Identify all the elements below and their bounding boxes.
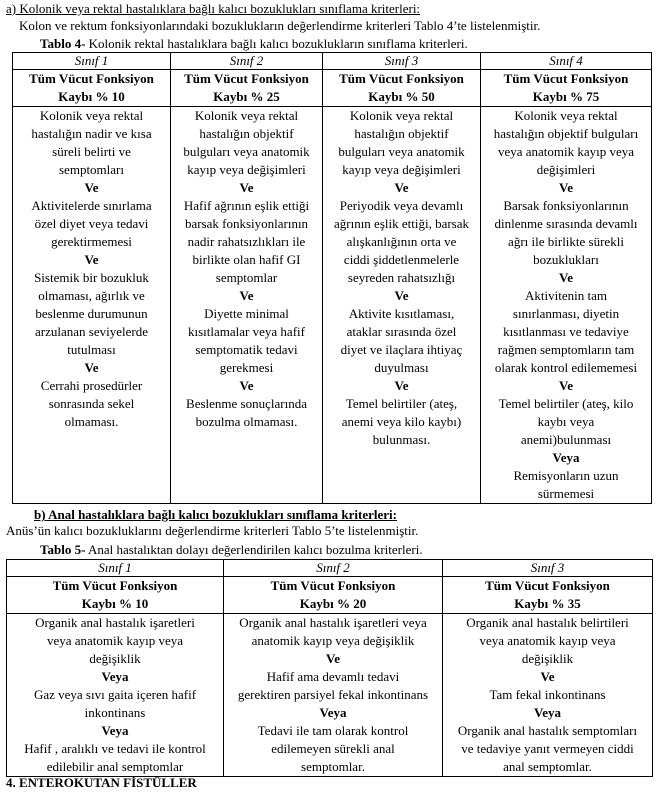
criteria-line: Gaz veya sıvı gaita içeren hafif: [33, 687, 197, 702]
criteria-line: ciddi şiddetlenmelerle: [343, 252, 460, 267]
criteria-line: Cerrahi prosedürler: [40, 378, 143, 393]
criteria-line: Organik anal hastalık semptomları: [457, 723, 638, 738]
criteria-line: kaybı veya: [537, 414, 595, 429]
criteria-line: diyet ve ilaçlara ihtiyaç: [340, 342, 463, 357]
section-a-intro: Kolon ve rektum fonksiyonlarındaki bozuklukların değerlendirme kriterleri Tablo 4’te listelenmiştir.: [19, 18, 541, 33]
criteria-line: veya anatomik kayıp veya: [479, 633, 616, 648]
conjunction-label: Ve: [239, 378, 254, 393]
criteria-line: hastalığın objektif bulguları: [493, 126, 639, 141]
table4-loss-cell: [171, 70, 323, 107]
criteria-line: değişimleri: [536, 162, 596, 177]
table4-loss-row: [13, 70, 652, 107]
criteria-line: veya anatomik kayıp veya: [46, 633, 184, 648]
loss-line: Kaybı % 50: [368, 89, 435, 104]
table5-caption-text: Anal hastalıktan dolayı değerlendirilen kalıcı bozulma kriterleri.: [85, 542, 423, 557]
criteria-line: özel diyet veya tedavi: [34, 216, 149, 231]
criteria-line: semptomlar.: [301, 759, 365, 774]
table4-class-row: [13, 53, 652, 70]
criteria-line: bulunması.: [372, 432, 431, 447]
criteria-line: Organik anal hastalık işaretleri: [35, 615, 195, 630]
criteria-line: sonrasında sekel: [48, 396, 135, 411]
criteria-line: alışkanlığının orta ve: [346, 234, 457, 249]
criteria-line: tutulması: [67, 342, 116, 357]
table4-caption-text: Kolonik rektal hastalıklara bağlı kalıcı bozuklukların sınıflama kriterleri.: [85, 36, 468, 51]
criteria-line: ağrı ile birlikte sürekli: [508, 234, 624, 249]
criteria-line: Diyette minimal: [204, 306, 289, 321]
criteria-line: kısıtlamalar veya hafif: [188, 324, 305, 339]
table4-class-cell: Sınıf 4: [481, 53, 652, 70]
table5-caption: [40, 541, 423, 559]
criteria-line: Aktivitelerde sınırlama: [31, 198, 152, 213]
conjunction-label: Veya: [534, 705, 561, 720]
table5-loss-cell: [443, 577, 653, 614]
conjunction-label: Ve: [84, 360, 99, 375]
conjunction-label: Ve: [239, 180, 254, 195]
table5-criteria-row: [7, 614, 653, 777]
section-b-intro: Anüs’ün kalıcı bozukluklarını değerlendirme kriterleri Tablo 5’te listelenmiştir.: [6, 523, 419, 538]
conjunction-label: Ve: [559, 378, 573, 393]
conjunction-label: Veya: [101, 723, 129, 738]
criteria-line: Beslenme sonuçlarında: [186, 396, 307, 411]
conjunction-label: Ve: [84, 252, 99, 267]
criteria-line: olmaması, ağırlık ve: [38, 288, 145, 303]
criteria-line: semptomlar: [215, 270, 278, 285]
criteria-line: bulguları veya anatomik: [338, 144, 465, 159]
table4: [12, 52, 652, 504]
criteria-line: Aktivitenin tam: [525, 288, 607, 303]
criteria-line: hastalığın objektif: [354, 126, 449, 141]
loss-line: Kaybı % 10: [58, 89, 125, 104]
table4-criteria-row: [13, 107, 652, 504]
criteria-line: Hafif ama devamlı tedavi: [266, 669, 400, 684]
criteria-line: anemi)bulunması: [520, 432, 612, 447]
loss-line: Kaybı % 35: [514, 596, 581, 611]
criteria-line: gerekmesi: [219, 360, 274, 375]
loss-line: Tüm Vücut Fonksiyon: [339, 71, 464, 86]
criteria-line: Organik anal hastalık işaretleri veya: [239, 615, 427, 630]
criteria-line: gerektirmemesi: [51, 234, 132, 249]
criteria-line: gerektiren parsiyel fekal inkontinans: [237, 687, 429, 702]
loss-line: Tüm Vücut Fonksiyon: [184, 71, 309, 86]
table5: [6, 559, 653, 777]
criteria-line: bozulma olmaması.: [195, 414, 298, 429]
table4-caption: [40, 35, 468, 53]
conjunction-label: Ve: [84, 180, 99, 195]
next-section-heading: 4. ENTEROKUTAN FİSTÜLLER: [6, 775, 197, 790]
conjunction-label: Veya: [101, 669, 129, 684]
criteria-line: Kolonik veya rektal: [514, 108, 618, 123]
conjunction-label: Ve: [394, 378, 409, 393]
criteria-line: süreli belirti ve: [52, 144, 131, 159]
criteria-line: nadir rahatsızlıkları ile: [187, 234, 306, 249]
criteria-line: Kolonik veya rektal: [194, 108, 299, 123]
conjunction-label: Veya: [319, 705, 347, 720]
loss-line: Tüm Vücut Fonksiyon: [270, 578, 396, 593]
table4-class-cell: Sınıf 1: [13, 53, 171, 70]
table4-criteria-cell: [323, 107, 481, 504]
criteria-line: Temel belirtiler (ateş,: [345, 396, 458, 411]
conjunction-label: Ve: [540, 669, 555, 684]
criteria-line: semptomatik tedavi: [195, 342, 298, 357]
criteria-line: sınırlanması, diyetin: [512, 306, 620, 321]
table5-criteria-cell: [7, 614, 224, 777]
criteria-line: arzulanan seviyelerde: [35, 324, 148, 339]
criteria-line: hastalığın nadir ve kısa: [31, 126, 152, 141]
criteria-line: dinlenme sırasında devamlı: [494, 216, 638, 231]
criteria-line: semptomları: [59, 162, 124, 177]
table4-criteria-cell: [481, 107, 652, 504]
table5-loss-row: [7, 577, 653, 614]
conjunction-label: Ve: [394, 180, 409, 195]
criteria-line: birlikte olan hafif GI: [192, 252, 301, 267]
criteria-line: Tam fekal inkontinans: [489, 687, 606, 702]
conjunction-label: Ve: [394, 288, 409, 303]
table4-loss-cell: [323, 70, 481, 107]
criteria-line: Sistemik bir bozukluk: [34, 270, 149, 285]
table4-class-cell: Sınıf 3: [323, 53, 481, 70]
table4-loss-cell: [13, 70, 171, 107]
table4-caption-label: Tablo 4-: [40, 36, 86, 51]
criteria-line: Hafif , aralıklı ve tedavi ile kontrol: [24, 741, 206, 756]
table5-class-cell: Sınıf 3: [443, 560, 653, 577]
criteria-line: kayıp veya değişimleri: [342, 162, 461, 177]
criteria-line: kayıp veya değişimleri: [187, 162, 306, 177]
criteria-line: kısıtlanması ve tedaviye: [503, 324, 629, 339]
table5-caption-label: Tablo 5-: [40, 542, 86, 557]
table4-class-cell: Sınıf 2: [171, 53, 323, 70]
criteria-line: seyreden rahatsızlığı: [347, 270, 456, 285]
criteria-line: inkontinans: [84, 705, 146, 720]
criteria-line: Aktivite kısıtlaması,: [348, 306, 455, 321]
conjunction-label: Ve: [326, 651, 340, 666]
criteria-line: duyulması: [374, 360, 429, 375]
table5-class-cell: Sınıf 1: [7, 560, 224, 577]
criteria-line: Hafif ağrının eşlik ettiği: [183, 198, 310, 213]
criteria-line: olarak kontrol edilememesi: [494, 360, 638, 375]
table4-criteria-cell: [13, 107, 171, 504]
table5-class-cell: Sınıf 2: [224, 560, 443, 577]
section-b-heading: b) Anal hastalıklara bağlı kalıcı bozuklukları sınıflama kriterleri:: [34, 507, 397, 522]
criteria-line: hastalığın objektif: [199, 126, 294, 141]
criteria-line: Organik anal hastalık belirtileri: [466, 615, 629, 630]
loss-line: Kaybı % 10: [81, 596, 149, 611]
conjunction-label: Veya: [552, 450, 580, 465]
criteria-line: sürmemesi: [537, 486, 595, 501]
table5-class-row: [7, 560, 653, 577]
criteria-line: değişiklik: [521, 651, 574, 666]
table5-loss-cell: [224, 577, 443, 614]
loss-line: Tüm Vücut Fonksiyon: [29, 71, 154, 86]
criteria-line: anal semptomlar.: [503, 759, 592, 774]
criteria-line: değişiklik: [89, 651, 141, 666]
loss-line: Kaybı % 25: [213, 89, 280, 104]
criteria-line: Kolonik veya rektal: [349, 108, 454, 123]
conjunction-label: Ve: [239, 288, 254, 303]
criteria-line: barsak fonksiyonlarının: [184, 216, 309, 231]
criteria-line: Barsak fonksiyonlarının: [503, 198, 629, 213]
criteria-line: ataklar sırasında özel: [346, 324, 457, 339]
loss-line: Kaybı % 75: [532, 89, 600, 104]
criteria-line: beslenme durumunun: [35, 306, 148, 321]
table5-loss-cell: [7, 577, 224, 614]
criteria-line: bozuklukları: [533, 252, 599, 267]
criteria-line: edilemeyen sürekli anal: [271, 741, 395, 756]
section-a-heading: a) Kolonik veya rektal hastalıklara bağlı kalıcı bozuklukları sınıflama kriterleri:: [6, 1, 421, 16]
table5-criteria-cell: [443, 614, 653, 777]
conjunction-label: Ve: [559, 270, 573, 285]
criteria-line: Temel belirtiler (ateş, kilo: [498, 396, 634, 411]
table4-loss-cell: [481, 70, 652, 107]
criteria-line: olmaması.: [64, 414, 119, 429]
criteria-line: Kolonik veya rektal: [39, 108, 144, 123]
criteria-line: Remisyonların uzun: [513, 468, 619, 483]
table4-criteria-cell: [171, 107, 323, 504]
loss-line: Tüm Vücut Fonksiyon: [503, 71, 629, 86]
criteria-line: ağrının eşlik ettiği, barsak: [333, 216, 470, 231]
loss-line: Kaybı % 20: [299, 596, 367, 611]
loss-line: Tüm Vücut Fonksiyon: [52, 578, 178, 593]
conjunction-label: Ve: [559, 180, 573, 195]
table5-criteria-cell: [224, 614, 443, 777]
criteria-line: anemi veya kilo kaybı): [341, 414, 462, 429]
loss-line: Tüm Vücut Fonksiyon: [485, 578, 610, 593]
criteria-line: Periyodik veya devamlı: [339, 198, 464, 213]
criteria-line: rağmen semptomların tam: [497, 342, 635, 357]
criteria-line: Tedavi ile tam olarak kontrol: [257, 723, 409, 738]
criteria-line: anatomik kayıp veya değişiklik: [251, 633, 415, 648]
criteria-line: ve tedaviye yanıt vermeyen ciddi: [461, 741, 634, 756]
criteria-line: veya anatomik kayıp veya: [497, 144, 635, 159]
criteria-line: edilebilir anal semptomlar: [46, 759, 184, 774]
criteria-line: bulguları veya anatomik: [183, 144, 310, 159]
